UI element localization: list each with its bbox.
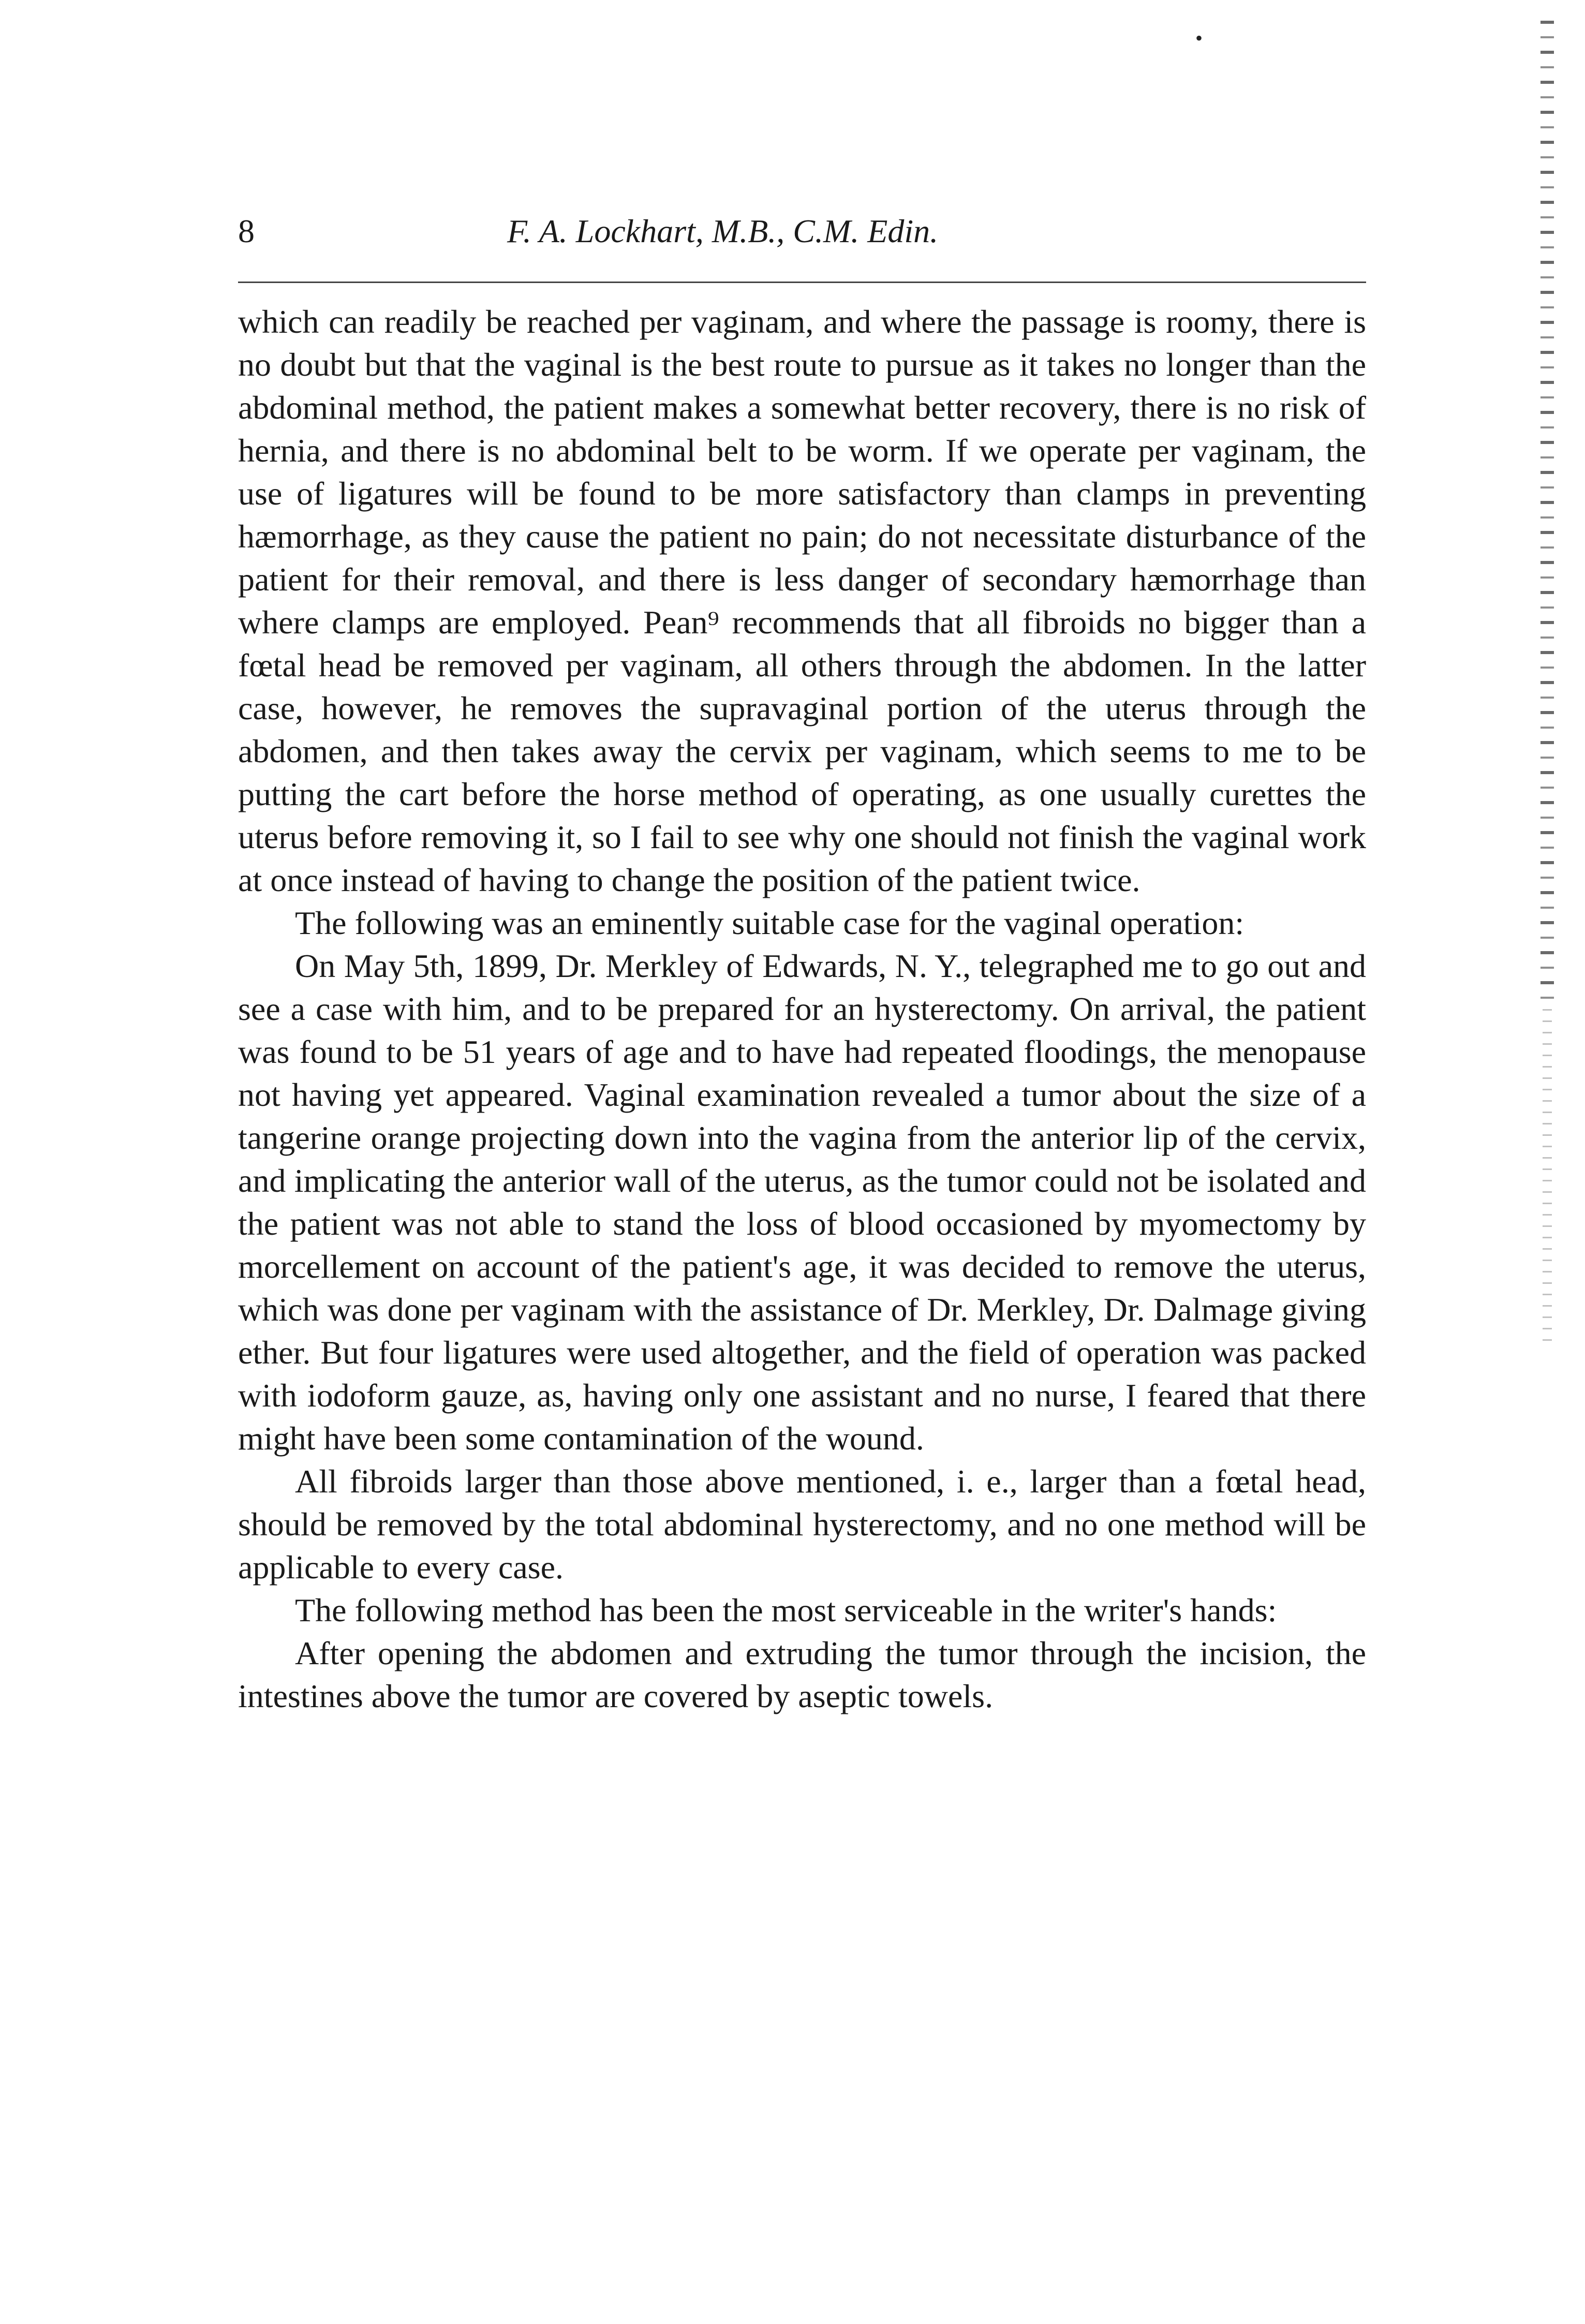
paragraph-large-fibroids: All fibroids larger than those above mentioned, i. e., larger than a fœtal head, should be removed by the total abdominal hysterectomy, and no one method will be applicable to every case. (238, 1463, 1366, 1586)
paragraph-method-step: After opening the abdomen and extruding the tumor through the incision, the intestines above the tumor are covered by aseptic towels. (238, 1635, 1366, 1714)
ink-speck: • (1195, 26, 1203, 50)
paragraph-method-intro: The following method has been the most serviceable in the writer's hands: (295, 1592, 1277, 1629)
body-text (238, 300, 1366, 1718)
scanned-page-edge (1540, 21, 1554, 1004)
paragraph-case-report: On May 5th, 1899, Dr. Merkley of Edwards, N. Y., telegraphed me to go out and see a case with him, and to be prepared for an hysterectomy. On arrival, the patient was found to be 51 years of age and to have had repeated floodings, the menopause not having yet appeared. Vaginal examination revealed a tumor about the size of a tangerine orange projecting down into the vagina from the anterior lip of the cervix, and implicating the anterior wall of the uterus, as the tumor could not be isolated and the patient was not able to stand the loss of blood occasioned by myomectomy by morcellement on account of the patient's age, it was decided to remove the uterus, which was done per vaginam with the assistance of Dr. Merkley, Dr. Dalmage giving ether. But four ligatures were used altogether, and the field of operation was packed with iodoform gauze, as, having only one assistant and no nurse, I feared that there might have been some contamination of the wound. (238, 948, 1366, 1457)
running-title: F. A. Lockhart, M.B., C.M. Edin. (507, 213, 939, 249)
running-head (238, 212, 1366, 269)
page-number: 8 (238, 213, 255, 249)
scanned-edge-specks (1543, 1009, 1552, 1345)
paragraph-continuation: which can readily be reached per vaginam, and where the passage is roomy, there is no doubt but that the vaginal is the best route to pursue as it takes no longer than the abdominal method, the patient makes a somewhat better recovery, there is no risk of hernia, and there is no abdominal belt to be worm. If we operate per vaginam, the use of ligatures will be found to be more satisfactory than clamps in preventing hæmorrhage, as they cause the patient no pain; do not necessitate disturbance of the patient for their removal, and there is less danger of secondary hæmorrhage than where clamps are employed. Pean⁹ recommends that all fibroids no bigger than a fœtal head be removed per vaginam, all others through the abdomen. In the latter case, however, he removes the supravaginal portion of the uterus through the abdomen, and then takes away the cervix per vaginam, which seems to me to be putting the cart before the horse method of operating, as one usually curettes the uterus before removing it, so I fail to see why one should not finish the vaginal work at once instead of having to change the position of the patient twice. (238, 303, 1366, 898)
header-rule (238, 282, 1366, 283)
paragraph-case-intro: The following was an eminently suitable case for the vaginal operation: (295, 905, 1245, 941)
